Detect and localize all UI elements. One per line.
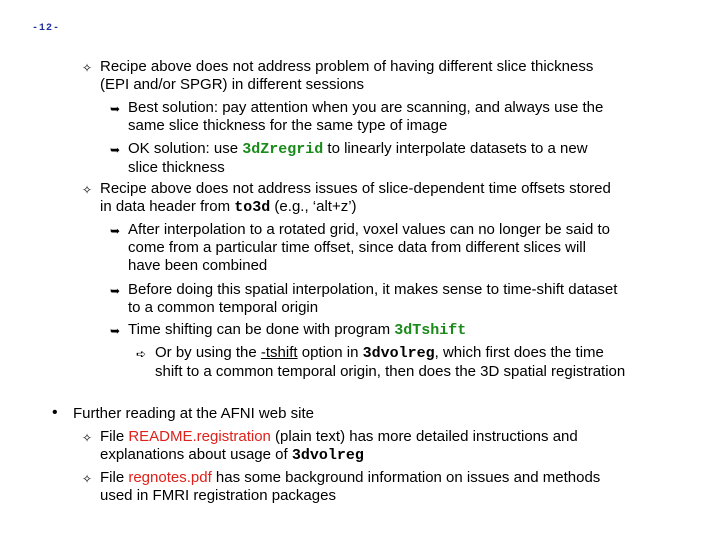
option-tshift: -tshift: [260, 344, 298, 361]
hollow-arrow-bullet-icon: ➪: [136, 347, 147, 361]
item-text: slice thickness: [128, 159, 225, 176]
arrow-bullet-icon: ➥: [110, 143, 121, 157]
list-item: [100, 469, 600, 505]
link-readme-registration[interactable]: README.registration: [128, 428, 271, 445]
item-text: shift to a common temporal origin, then does the 3D spatial registration: [155, 363, 626, 380]
list-item: [128, 281, 617, 317]
arrow-bullet-icon: ➥: [110, 324, 121, 338]
item-text: explanations about usage of 3dvolreg: [100, 446, 364, 464]
list-item: [100, 58, 593, 94]
item-text: (EPI and/or SPGR) in different sessions: [100, 76, 365, 93]
item-text: Best solution: pay attention when you are scanning, and always use the: [128, 99, 604, 116]
list-item: [128, 99, 603, 135]
diamond-bullet-icon: ✧: [82, 61, 93, 75]
command-3dvolreg: 3dvolreg: [291, 447, 364, 464]
arrow-bullet-icon: ➥: [110, 102, 121, 116]
list-item: [128, 140, 588, 177]
list-item: [128, 321, 466, 340]
item-text: come from a particular time offset, since data from different slices will: [128, 239, 586, 256]
arrow-bullet-icon: ➥: [110, 224, 121, 238]
item-text: After interpolation to a rotated grid, voxel values can no longer be said to: [128, 221, 610, 238]
item-text: to a common temporal origin: [128, 299, 319, 316]
list-item: [128, 221, 610, 275]
item-text: Or by using the -tshift option in 3dvolreg, which first does the time: [155, 344, 604, 362]
item-text: same slice thickness for the same type of image: [128, 117, 448, 134]
diamond-bullet-icon: ✧: [82, 431, 93, 445]
link-regnotes-pdf[interactable]: regnotes.pdf: [128, 469, 212, 486]
list-item: [73, 405, 314, 423]
command-3dTshift: 3dTshift: [394, 322, 467, 339]
item-text: used in FMRI registration packages: [100, 487, 336, 504]
item-text: Recipe above does not address problem of having different slice thickness: [100, 58, 594, 75]
item-text: OK solution: use 3dZregrid to linearly interpolate datasets to a new: [128, 140, 588, 158]
list-item: [100, 428, 578, 465]
item-text: Before doing this spatial interpolation, it makes sense to time-shift dataset: [128, 281, 618, 298]
arrow-bullet-icon: ➥: [110, 284, 121, 298]
page-number: -12-: [32, 23, 61, 34]
command-3dZregrid: 3dZregrid: [242, 141, 324, 158]
item-text: Recipe above does not address issues of slice-dependent time offsets stored: [100, 180, 611, 197]
item-text: in data header from to3d (e.g., ‘alt+z’): [100, 198, 357, 216]
item-text: Further reading at the AFNI web site: [73, 405, 314, 422]
round-bullet-icon: •: [52, 404, 58, 421]
diamond-bullet-icon: ✧: [82, 183, 93, 197]
list-item: [155, 344, 625, 381]
command-3dvolreg: 3dvolreg: [362, 345, 435, 362]
diamond-bullet-icon: ✧: [82, 472, 93, 486]
list-item: [100, 180, 611, 217]
command-to3d: to3d: [234, 199, 271, 216]
item-text: File README.registration (plain text) has more detailed instructions and: [100, 428, 578, 445]
item-text: Time shifting can be done with program 3dTshift: [128, 321, 467, 339]
item-text: File regnotes.pdf has some background information on issues and methods: [100, 469, 601, 486]
item-text: have been combined: [128, 257, 268, 274]
